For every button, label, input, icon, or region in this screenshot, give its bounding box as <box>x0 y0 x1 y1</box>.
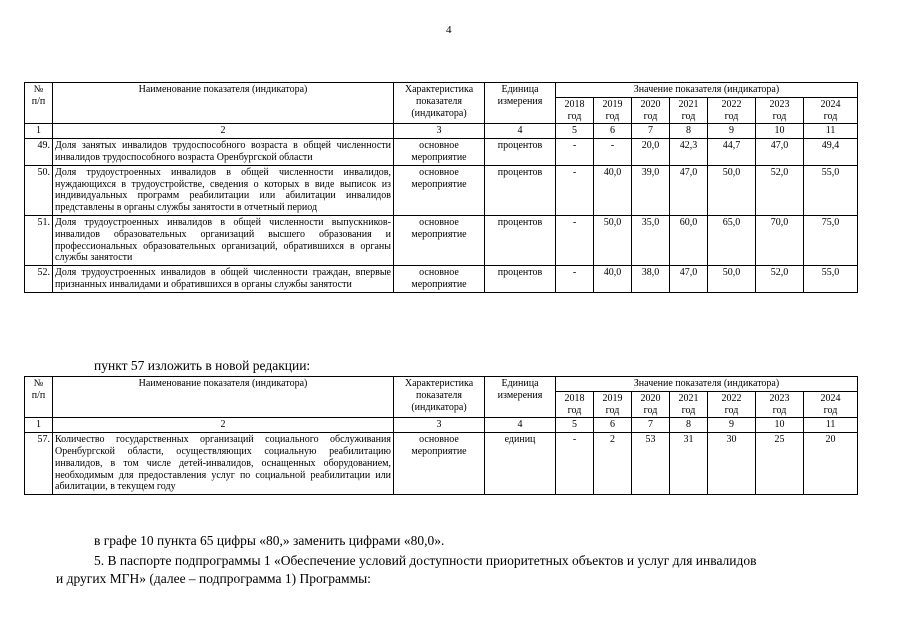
header-year-2023: 2023 год <box>756 391 804 418</box>
indicator-unit: процентов <box>485 165 556 215</box>
indicator-value-2019: - <box>594 139 632 166</box>
indicator-value-2018: - <box>556 215 594 265</box>
header-year-2021: 2021 год <box>670 97 708 124</box>
paragraph-replace-digits: в графе 10 пункта 65 цифры «80,» заменить цифрами «80,0». <box>94 533 445 548</box>
header-year-2024: 2024 год <box>804 391 858 418</box>
indicator-value-2022: 50,0 <box>708 165 756 215</box>
column-number: 7 <box>632 418 670 433</box>
indicator-value-2024: 55,0 <box>804 266 858 293</box>
row-number: 57. <box>25 433 53 495</box>
indicator-value-2023: 47,0 <box>756 139 804 166</box>
column-number: 3 <box>394 418 485 433</box>
header-year-2021: 2021 год <box>670 391 708 418</box>
page-number: 4 <box>446 24 452 36</box>
header-year-2024: 2024 год <box>804 97 858 124</box>
header-characteristic: Характеристика показателя (индикатора) <box>394 377 485 418</box>
indicator-value-2018: - <box>556 433 594 495</box>
table-row <box>25 433 858 495</box>
indicator-value-2022: 44,7 <box>708 139 756 166</box>
indicator-unit: процентов <box>485 266 556 293</box>
header-year-2019: 2019 год <box>594 391 632 418</box>
table-row <box>25 165 858 215</box>
indicator-value-2019: 40,0 <box>594 165 632 215</box>
header-unit: Единица измерения <box>485 377 556 418</box>
column-number: 10 <box>756 124 804 139</box>
column-number: 5 <box>556 124 594 139</box>
row-number: 52. <box>25 266 53 293</box>
header-year-2022: 2022 год <box>708 97 756 124</box>
column-number: 11 <box>804 418 858 433</box>
header-name: Наименование показателя (индикатора) <box>53 377 394 418</box>
indicator-value-2020: 20,0 <box>632 139 670 166</box>
header-year-2019: 2019 год <box>594 97 632 124</box>
column-number: 7 <box>632 124 670 139</box>
paragraph-passport: 5. В паспорте подпрограммы 1 «Обеспечение условий доступности приоритетных объектов и услуг для инвалидов <box>94 553 757 568</box>
column-number: 6 <box>594 418 632 433</box>
indicator-name: Доля трудоустроенных инвалидов в общей численности выпускников-инвалидов образовательных организаций высшего образования и профессиональных образовательных организаций, обратившихся в органы службы занятости <box>53 215 394 265</box>
row-number: 49. <box>25 139 53 166</box>
table-row <box>25 139 858 166</box>
column-number: 3 <box>394 124 485 139</box>
column-number: 1 <box>25 124 53 139</box>
column-number: 4 <box>485 124 556 139</box>
column-number: 4 <box>485 418 556 433</box>
indicator-unit: процентов <box>485 139 556 166</box>
header-values: Значение показателя (индикатора) <box>556 377 858 392</box>
indicator-value-2024: 20 <box>804 433 858 495</box>
indicator-value-2020: 35,0 <box>632 215 670 265</box>
row-number: 51. <box>25 215 53 265</box>
indicator-value-2024: 49,4 <box>804 139 858 166</box>
indicator-value-2023: 52,0 <box>756 165 804 215</box>
column-number: 5 <box>556 418 594 433</box>
column-number: 1 <box>25 418 53 433</box>
indicator-characteristic: основное мероприятие <box>394 165 485 215</box>
paragraph-passport-cont: и других МГН» (далее – подпрограмма 1) Программы: <box>56 571 371 586</box>
intro-text: пункт 57 изложить в новой редакции: <box>94 358 311 373</box>
indicator-value-2018: - <box>556 266 594 293</box>
indicator-value-2022: 65,0 <box>708 215 756 265</box>
column-number: 9 <box>708 418 756 433</box>
indicator-name: Доля трудоустроенных инвалидов в общей численности инвалидов, нуждающихся в трудоустройстве, сведения о которых в виде выписок из индивидуальных программ реабилитации или абилитации инвалидов представлены в органы службы занятости в отчетный период <box>53 165 394 215</box>
indicator-unit: единиц <box>485 433 556 495</box>
header-year-2018: 2018 год <box>556 97 594 124</box>
indicator-value-2019: 50,0 <box>594 215 632 265</box>
indicators-table-2 <box>24 376 858 495</box>
indicators-table-1 <box>24 82 858 293</box>
indicator-value-2020: 39,0 <box>632 165 670 215</box>
indicator-value-2024: 75,0 <box>804 215 858 265</box>
indicator-characteristic: основное мероприятие <box>394 215 485 265</box>
indicator-value-2021: 47,0 <box>670 266 708 293</box>
indicator-name: Доля трудоустроенных инвалидов в общей численности граждан, впервые признанных инвалидами и обратившихся в органы службы занятости <box>53 266 394 293</box>
indicator-characteristic: основное мероприятие <box>394 433 485 495</box>
row-number: 50. <box>25 165 53 215</box>
indicator-value-2018: - <box>556 165 594 215</box>
indicator-value-2019: 40,0 <box>594 266 632 293</box>
table-row <box>25 215 858 265</box>
indicator-value-2021: 47,0 <box>670 165 708 215</box>
indicator-value-2020: 38,0 <box>632 266 670 293</box>
indicator-value-2021: 31 <box>670 433 708 495</box>
indicator-characteristic: основное мероприятие <box>394 139 485 166</box>
header-no: № п/п <box>25 377 53 418</box>
column-number: 2 <box>53 418 394 433</box>
table-row <box>25 266 858 293</box>
indicator-characteristic: основное мероприятие <box>394 266 485 293</box>
header-characteristic: Характеристика показателя (индикатора) <box>394 83 485 124</box>
indicator-name: Количество государственных организаций социального обслуживания Оренбургской области, осуществляющих социальную реабилитацию инвалидов, в том числе детей-инвалидов, оснащенных оборудованием, необходимым для предоставления услуг по социальной реабилитации или абилитации, в текущем году <box>53 433 394 495</box>
column-number: 9 <box>708 124 756 139</box>
indicator-value-2024: 55,0 <box>804 165 858 215</box>
indicator-unit: процентов <box>485 215 556 265</box>
column-number: 6 <box>594 124 632 139</box>
column-number: 10 <box>756 418 804 433</box>
indicator-value-2018: - <box>556 139 594 166</box>
indicator-value-2022: 30 <box>708 433 756 495</box>
indicator-value-2023: 25 <box>756 433 804 495</box>
column-number: 8 <box>670 418 708 433</box>
indicator-name: Доля занятых инвалидов трудоспособного возраста в общей численности инвалидов трудоспособного возраста Оренбургской области <box>53 139 394 166</box>
indicator-value-2020: 53 <box>632 433 670 495</box>
header-year-2023: 2023 год <box>756 97 804 124</box>
indicator-value-2023: 70,0 <box>756 215 804 265</box>
header-no: № п/п <box>25 83 53 124</box>
indicator-value-2023: 52,0 <box>756 266 804 293</box>
column-number: 11 <box>804 124 858 139</box>
header-year-2020: 2020 год <box>632 97 670 124</box>
header-name: Наименование показателя (индикатора) <box>53 83 394 124</box>
header-unit: Единица измерения <box>485 83 556 124</box>
column-number: 8 <box>670 124 708 139</box>
header-year-2018: 2018 год <box>556 391 594 418</box>
header-year-2022: 2022 год <box>708 391 756 418</box>
indicator-value-2019: 2 <box>594 433 632 495</box>
indicator-value-2021: 60,0 <box>670 215 708 265</box>
column-number: 2 <box>53 124 394 139</box>
header-year-2020: 2020 год <box>632 391 670 418</box>
header-values: Значение показателя (индикатора) <box>556 83 858 98</box>
indicator-value-2021: 42,3 <box>670 139 708 166</box>
indicator-value-2022: 50,0 <box>708 266 756 293</box>
